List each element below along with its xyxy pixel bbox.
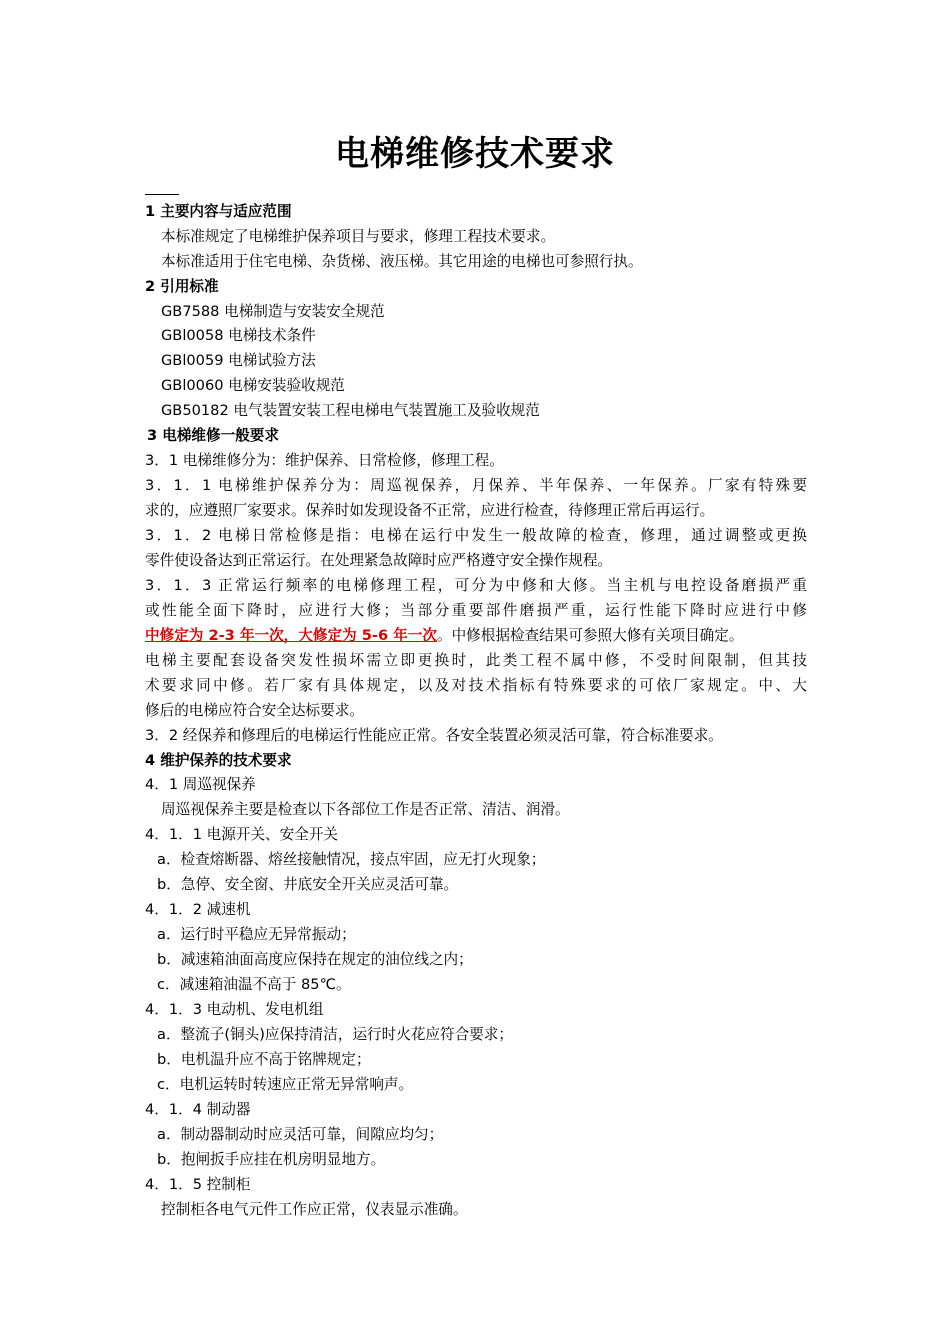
paragraph: 修后的电梯应符合安全达标要求。 bbox=[145, 702, 364, 719]
highlighted-repair-interval: 中修定为 2-3 年一次，大修定为 5-6 年一次 bbox=[145, 627, 437, 644]
subsection-heading: 4．1．2 减速机 bbox=[145, 901, 251, 918]
paragraph: 3．1．2 电梯日常检修是指：电梯在运行中发生一般故障的检查，修理，通过调整或更换 bbox=[145, 527, 807, 544]
page-title: 电梯维修技术要求 bbox=[335, 134, 615, 174]
list-item: a．整流子(铜头)应保持清洁，运行时火花应符合要求； bbox=[157, 1026, 513, 1043]
reference-item: GBl0058 电梯技术条件 bbox=[161, 327, 316, 344]
paragraph bbox=[145, 626, 807, 646]
subsection-heading: 4．1 周巡视保养 bbox=[145, 776, 256, 793]
paragraph: 3．2 经保养和修理后的电梯运行性能应正常。各安全装置必须灵活可靠，符合标准要求。 bbox=[145, 727, 723, 744]
paragraph: 本标准规定了电梯维护保养项目与要求，修理工程技术要求。 bbox=[161, 228, 556, 245]
section-1-heading: 1 主要内容与适应范围 bbox=[145, 203, 292, 220]
section-3-heading: 3 电梯维修一般要求 bbox=[147, 427, 279, 444]
reference-item: GBl0060 电梯安装验收规范 bbox=[161, 377, 345, 394]
subsection-heading: 4．1．4 制动器 bbox=[145, 1101, 251, 1118]
paragraph: 求的，应遵照厂家要求。保养时如发现设备不正常，应进行检查，待修理正常后再运行。 bbox=[145, 502, 715, 519]
paragraph: 零件使设备达到正常运行。在处理紧急故障时应严格遵守安全操作规程。 bbox=[145, 552, 613, 569]
list-item: b．电机温升应不高于铭牌规定； bbox=[157, 1051, 371, 1068]
paragraph: 电梯主要配套设备突发性损坏需立即更换时，此类工程不属中修，不受时间限制，但其技 bbox=[145, 652, 807, 669]
reference-item: GB7588 电梯制造与安装安全规范 bbox=[161, 303, 385, 320]
paragraph: 本标准适用于住宅电梯、杂货梯、液压梯。其它用途的电梯也可参照行执。 bbox=[161, 253, 643, 270]
section-2-heading: 2 引用标准 bbox=[145, 278, 219, 295]
subsection-heading: 4．1．3 电动机、发电机组 bbox=[145, 1001, 324, 1018]
paragraph: 3．1 电梯维修分为：维护保养、日常检修，修理工程。 bbox=[145, 452, 504, 469]
paragraph: 3．1．1 电梯维护保养分为：周巡视保养，月保养、半年保养、一年保养。厂家有特殊要 bbox=[145, 477, 807, 494]
reference-item: GB50182 电气装置安装工程电梯电气装置施工及验收规范 bbox=[161, 402, 540, 419]
list-item: c．减速箱油温不高于 85℃。 bbox=[157, 976, 351, 993]
paragraph: 控制柜各电气元件工作应正常，仪表显示准确。 bbox=[161, 1201, 468, 1218]
list-item: a．运行时平稳应无异常振动； bbox=[157, 926, 356, 943]
list-item: a．制动器制动时应灵活可靠，间隙应均匀； bbox=[157, 1126, 444, 1143]
paragraph: 3．1．3 正常运行频率的电梯修理工程，可分为中修和大修。当主机与电控设备磨损严重 bbox=[145, 577, 807, 594]
list-item: a．检查熔断器、熔丝接触情况，接点牢固，应无打火现象； bbox=[157, 851, 546, 868]
list-item: c．电机运转时转速应正常无异常响声。 bbox=[157, 1076, 414, 1093]
heading-rule bbox=[145, 194, 179, 195]
paragraph-text: 。中修根据检查结果可参照大修有关项目确定。 bbox=[436, 627, 744, 644]
list-item: b．抱闸扳手应挂在机房明显地方。 bbox=[157, 1151, 386, 1168]
list-item: b．急停、安全窗、井底安全开关应灵活可靠。 bbox=[157, 876, 459, 893]
list-item: b．减速箱油面高度应保持在规定的油位线之内； bbox=[157, 951, 473, 968]
reference-item: GBl0059 电梯试验方法 bbox=[161, 352, 316, 369]
paragraph: 或性能全面下降时，应进行大修；当部分重要部件磨损严重，运行性能下降时应进行中修 bbox=[145, 602, 807, 619]
subsection-heading: 4．1．1 电源开关、安全开关 bbox=[145, 826, 339, 843]
paragraph: 周巡视保养主要是检查以下各部位工作是否正常、清洁、润滑。 bbox=[161, 801, 570, 818]
paragraph: 术要求同中修。若厂家有具体规定，以及对技术指标有特殊要求的可依厂家规定。中、大 bbox=[145, 677, 807, 694]
subsection-heading: 4．1．5 控制柜 bbox=[145, 1176, 251, 1193]
section-4-heading: 4 维护保养的技术要求 bbox=[145, 752, 292, 769]
